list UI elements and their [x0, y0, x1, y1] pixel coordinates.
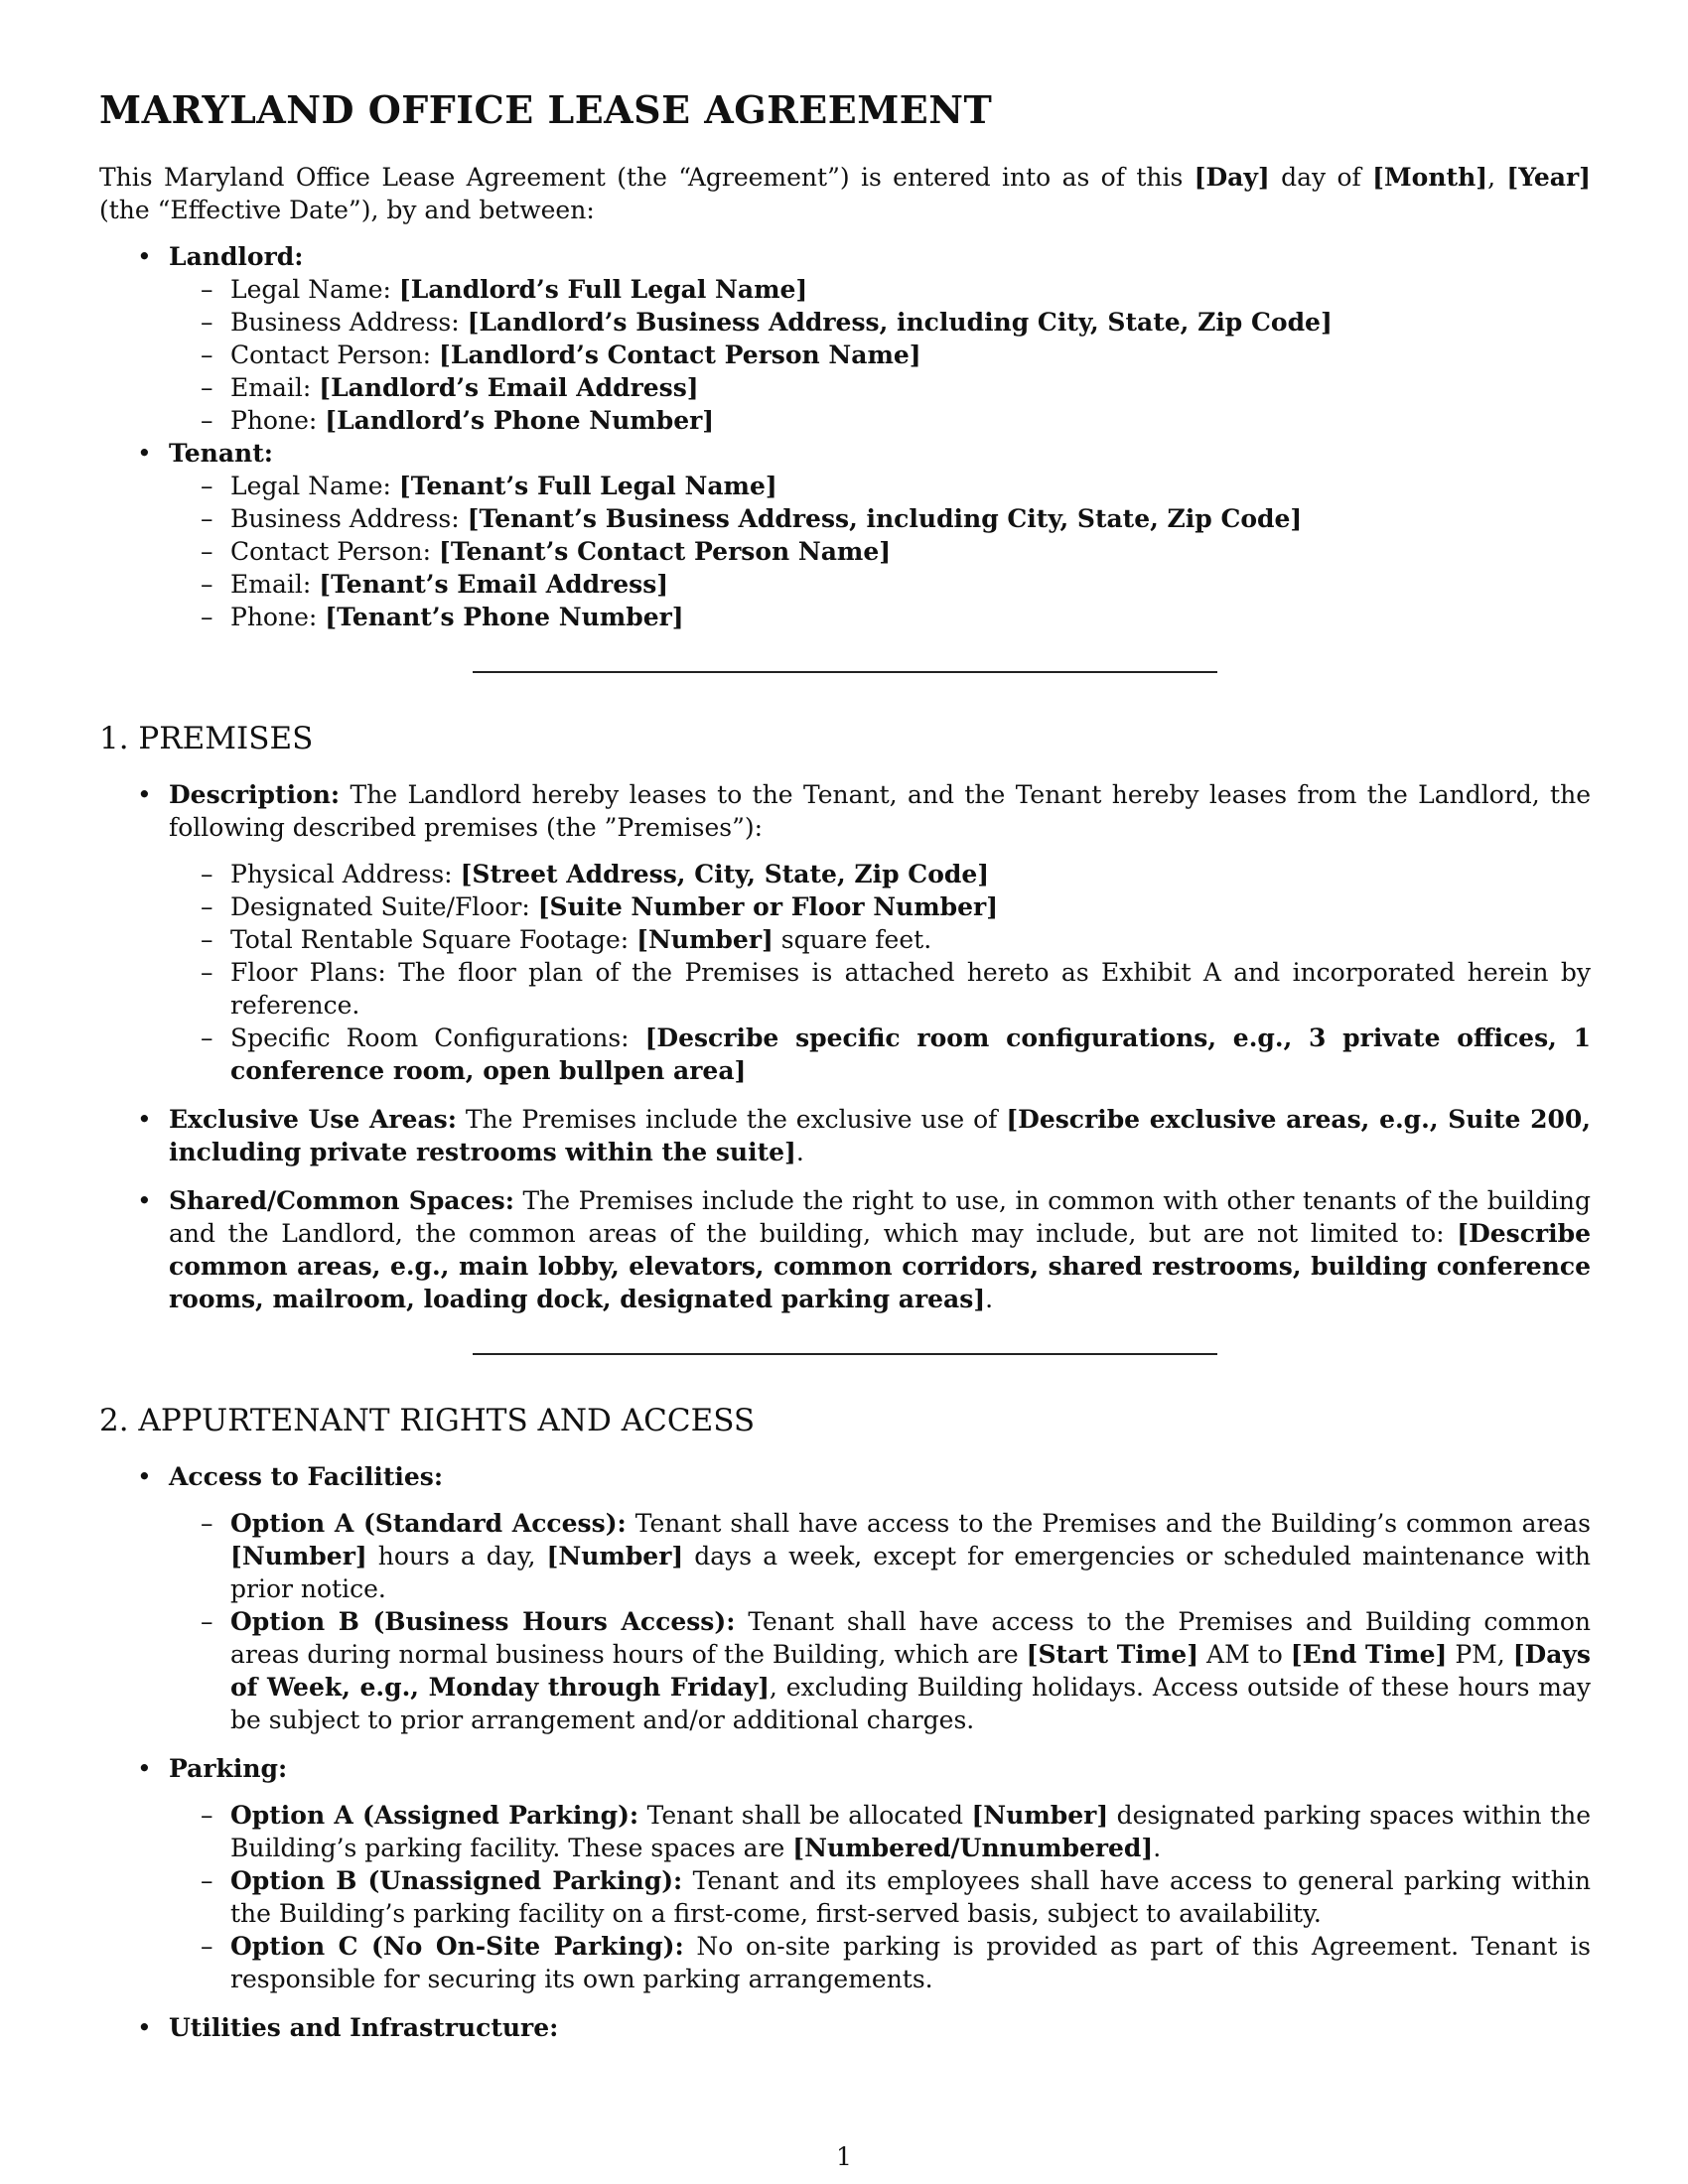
detail-label: Business Address:: [230, 504, 468, 533]
item-text: The Landlord hereby leases to the Tenant, and the Tenant hereby leases from the Landlord, the following described premises (the ”Premises”):: [169, 780, 1591, 842]
detail-label: Phone:: [230, 603, 326, 631]
option-text: designated parking spaces within the Building’s parking facility. These spaces are: [230, 1801, 1592, 1862]
detail-item: [230, 404, 1591, 437]
option-item: [230, 1605, 1591, 1736]
item-value: [Describe exclusive areas, e.g., Suite 200, including private restrooms within the suite]: [169, 1105, 1591, 1166]
detail-value: [Tenant’s Phone Number]: [325, 603, 684, 631]
detail-label: Business Address:: [230, 308, 468, 337]
item-text: The Premises include the exclusive use of: [456, 1105, 1007, 1134]
option-value: [Number]: [971, 1801, 1109, 1830]
document-page: [99, 87, 1591, 2060]
detail-label: Total Rentable Square Footage:: [230, 925, 637, 954]
detail-value: [Tenant’s Contact Person Name]: [439, 537, 892, 566]
item-text: The Premises include the right to use, in common with other tenants of the building and the Landlord, the common areas of the building, which may include, but are not limited to:: [169, 1186, 1591, 1248]
detail-item: [230, 956, 1591, 1022]
intro-text: day of: [1269, 163, 1373, 192]
detail-value: [Tenant’s Email Address]: [319, 570, 669, 599]
parking-options: [169, 1799, 1591, 1995]
tenant-item: [169, 437, 1591, 633]
detail-value: [Suite Number or Floor Number]: [537, 892, 999, 921]
option-item: [230, 1799, 1591, 1864]
item-label: Exclusive Use Areas:: [169, 1105, 457, 1134]
option-value: [Days of Week, e.g., Monday through Friday]: [230, 1640, 1591, 1702]
option-label: Option B (Business Hours Access):: [230, 1607, 736, 1636]
option-label: Option B (Unassigned Parking):: [230, 1866, 683, 1895]
section-heading-premises: 1. PREMISES: [99, 721, 314, 756]
tenant-details: [169, 470, 1591, 633]
access-to-facilities: [169, 1460, 1591, 1736]
detail-label: Email:: [230, 570, 320, 599]
detail-value: [Landlord’s Email Address]: [319, 373, 699, 402]
detail-item: [230, 502, 1591, 535]
access-options: [169, 1507, 1591, 1736]
detail-item: [230, 858, 1591, 890]
shared-common-spaces: [169, 1184, 1591, 1315]
option-text: hours a day,: [366, 1542, 547, 1570]
option-text: Tenant shall be allocated: [638, 1801, 972, 1830]
detail-value: [Landlord’s Contact Person Name]: [439, 341, 921, 369]
detail-label: Floor Plans: The floor plan of the Premises is attached hereto as Exhibit A and incorporated herein by reference.: [230, 958, 1591, 1020]
detail-value: [Tenant’s Full Legal Name]: [398, 472, 777, 500]
option-text: PM,: [1447, 1640, 1513, 1669]
section-heading-appurtenant-rights: 2. APPURTENANT RIGHTS AND ACCESS: [99, 1403, 756, 1438]
item-label: Parking:: [169, 1754, 288, 1783]
item-tail: .: [985, 1285, 994, 1313]
detail-label: Email:: [230, 373, 320, 402]
option-value: [Start Time]: [1026, 1640, 1199, 1669]
option-value: [Numbered/Unnumbered]: [792, 1834, 1154, 1862]
detail-item: [230, 568, 1591, 601]
month-placeholder: [Month]: [1372, 163, 1488, 192]
intro-text: (the “Effective Date”), by and between:: [99, 196, 595, 224]
detail-value: [Landlord’s Full Legal Name]: [398, 275, 808, 304]
detail-tail: square feet.: [773, 925, 932, 954]
option-text: No on-site parking is provided as part of this Agreement. Tenant is responsible for securing its own parking arrangements.: [230, 1932, 1591, 1993]
premises-details: [169, 858, 1591, 1087]
item-label: Utilities and Infrastructure:: [169, 2013, 559, 2042]
detail-item: [230, 890, 1591, 923]
detail-value: [Number]: [636, 925, 774, 954]
item-label: Description:: [169, 780, 341, 809]
detail-item: [230, 273, 1591, 306]
section-divider: [473, 671, 1217, 673]
utilities-and-infrastructure: [169, 2011, 1591, 2044]
option-value: [End Time]: [1290, 1640, 1448, 1669]
detail-item: [230, 306, 1591, 339]
detail-label: Physical Address:: [230, 860, 461, 888]
day-placeholder: [Day]: [1194, 163, 1270, 192]
option-text: AM to: [1198, 1640, 1291, 1669]
detail-label: Contact Person:: [230, 537, 440, 566]
detail-label: Legal Name:: [230, 275, 399, 304]
parking: [169, 1752, 1591, 1995]
option-text: days a week, except for emergencies or scheduled maintenance with prior notice.: [230, 1542, 1591, 1603]
detail-label: Legal Name:: [230, 472, 399, 500]
option-label: Option A (Assigned Parking):: [230, 1801, 639, 1830]
option-text: Tenant shall have access to the Premises and Building common areas during normal business hours of the Building, which are: [230, 1607, 1591, 1669]
intro-text: This Maryland Office Lease Agreement (the “Agreement”) is entered into as of this: [99, 163, 1195, 192]
rights-list: [99, 1460, 1591, 2044]
option-text: Tenant and its employees shall have access to general parking within the Building’s parking facility on a first-come, first-served basis, subject to availability.: [230, 1866, 1592, 1928]
option-label: Option C (No On-Site Parking):: [230, 1932, 684, 1961]
detail-value: [Landlord’s Business Address, including City, State, Zip Code]: [467, 308, 1333, 337]
item-label: Access to Facilities:: [169, 1462, 444, 1491]
landlord-details: [169, 273, 1591, 437]
document-title: MARYLAND OFFICE LEASE AGREEMENT: [99, 87, 993, 132]
item-label: Shared/Common Spaces:: [169, 1186, 514, 1215]
premises-list: [99, 778, 1591, 1315]
detail-label: Specific Room Configurations:: [230, 1024, 645, 1052]
detail-item: [230, 601, 1591, 633]
detail-item: [230, 923, 1591, 956]
detail-item: [230, 1022, 1591, 1087]
detail-item: [230, 371, 1591, 404]
option-item: [230, 1930, 1591, 1995]
detail-value: [Street Address, City, State, Zip Code]: [460, 860, 990, 888]
item-tail: .: [795, 1138, 804, 1166]
landlord-item: [169, 240, 1591, 437]
page-number: 1: [836, 2142, 852, 2171]
option-label: Option A (Standard Access):: [230, 1509, 627, 1538]
premises-description: [169, 778, 1591, 1087]
detail-item: [230, 470, 1591, 502]
intro-text: ,: [1487, 163, 1507, 192]
parties-list: [99, 240, 1591, 633]
detail-value: [Describe specific room configurations, e.g., 3 private offices, 1 conference room, open bullpen area]: [230, 1024, 1591, 1085]
option-value: [Number]: [230, 1542, 367, 1570]
option-text: , excluding Building holidays. Access outside of these hours may be subject to prior arrangement and/or additional charges.: [230, 1673, 1591, 1734]
detail-label: Designated Suite/Floor:: [230, 892, 538, 921]
detail-label: Phone:: [230, 406, 326, 435]
detail-item: [230, 339, 1591, 371]
option-text: Tenant shall have access to the Premises and the Building’s common areas: [626, 1509, 1591, 1538]
option-item: [230, 1507, 1591, 1605]
section-divider: [473, 1353, 1217, 1355]
year-placeholder: [Year]: [1506, 163, 1591, 192]
exclusive-use-areas: [169, 1103, 1591, 1168]
option-value: [Number]: [546, 1542, 684, 1570]
intro-paragraph: [99, 161, 1591, 226]
detail-item: [230, 535, 1591, 568]
detail-value: [Landlord’s Phone Number]: [325, 406, 715, 435]
option-item: [230, 1864, 1591, 1930]
tenant-heading: Tenant:: [169, 439, 273, 468]
landlord-heading: Landlord:: [169, 242, 304, 271]
detail-value: [Tenant’s Business Address, including City, State, Zip Code]: [467, 504, 1303, 533]
option-text: .: [1153, 1834, 1162, 1862]
detail-label: Contact Person:: [230, 341, 440, 369]
item-value: [Describe common areas, e.g., main lobby, elevators, common corridors, shared restrooms, building conference rooms, mailroom, loading dock, designated parking areas]: [169, 1219, 1591, 1313]
